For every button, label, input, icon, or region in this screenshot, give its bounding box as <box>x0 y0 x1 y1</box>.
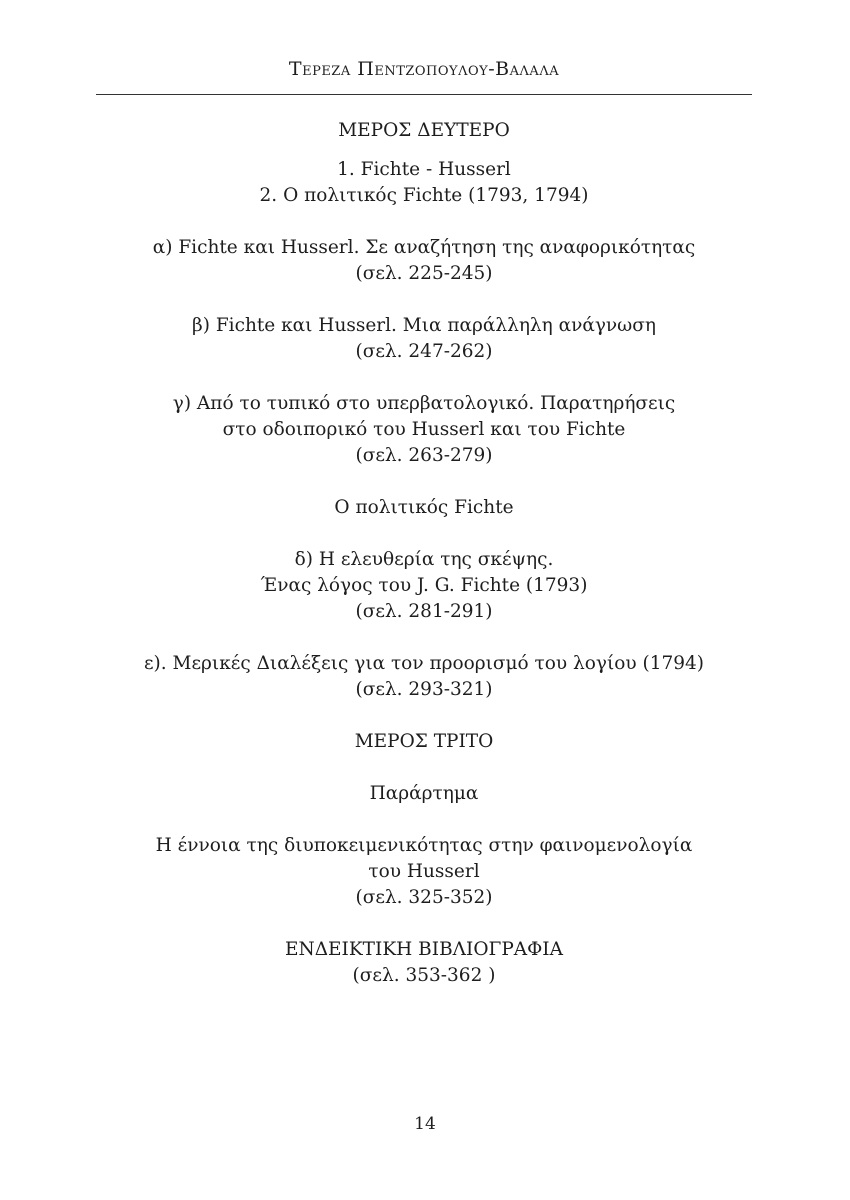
bibliography-pages: (σελ. 353-362 ) <box>352 965 496 986</box>
section-pages: (σελ. 281-291) <box>355 601 493 622</box>
page-number: 14 <box>414 1114 436 1134</box>
part-three-title: ΜΕΡΟΣ ΤΡΙΤΟ <box>354 731 494 752</box>
author-name: Τερεζα Πεντζοπουλου-Βαλαλα <box>288 58 560 80</box>
appendix-title-continued: του Husserl <box>368 861 480 882</box>
bibliography-title: ΕΝΔΕΙΚΤΙΚΗ ΒΙΒΛΙΟΓΡΑΦΙΑ <box>285 939 563 960</box>
section-title-continued: Ένας λόγος του J. G. Fichte (1793) <box>260 575 588 596</box>
section-pages: (σελ. 225-245) <box>355 263 493 284</box>
chapter-title: 1. Fichte - Husserl <box>337 159 511 180</box>
running-header <box>96 58 752 80</box>
section-pages: (σελ. 247-262) <box>355 341 493 362</box>
appendix-title: Η έννοια της διυποκειμενικότητας στην φαινομενολογία <box>155 835 693 856</box>
chapter-title: 2. Ο πολιτικός Fichte (1793, 1794) <box>259 185 589 206</box>
appendix-label: Παράρτημα <box>369 783 479 804</box>
section-title: γ) Από το τυπικό στο υπερβατολογικό. Παρατηρήσεις <box>172 393 676 414</box>
table-of-contents <box>96 118 752 989</box>
section-title: ε). Μερικές Διαλέξεις για τον προορισμό του λογίου (1794) <box>143 653 705 674</box>
part-two-title: ΜΕΡΟΣ ΔΕΥΤΕΡΟ <box>338 120 510 141</box>
appendix-pages: (σελ. 325-352) <box>355 887 493 908</box>
section-title: δ) Η ελευθερία της σκέψης. <box>294 549 554 570</box>
section-title: β) Fichte και Husserl. Μια παράλληλη ανάγνωση <box>192 315 656 336</box>
section-pages: (σελ. 293-321) <box>355 679 493 700</box>
section-title-continued: στο οδοιπορικό του Husserl και του Fichte <box>222 419 626 440</box>
header-rule <box>96 94 752 95</box>
subheading: Ο πολιτικός Fichte <box>334 497 514 518</box>
section-title: α) Fichte και Husserl. Σε αναζήτηση της αναφορικότητας <box>152 237 696 258</box>
section-pages: (σελ. 263-279) <box>355 445 493 466</box>
